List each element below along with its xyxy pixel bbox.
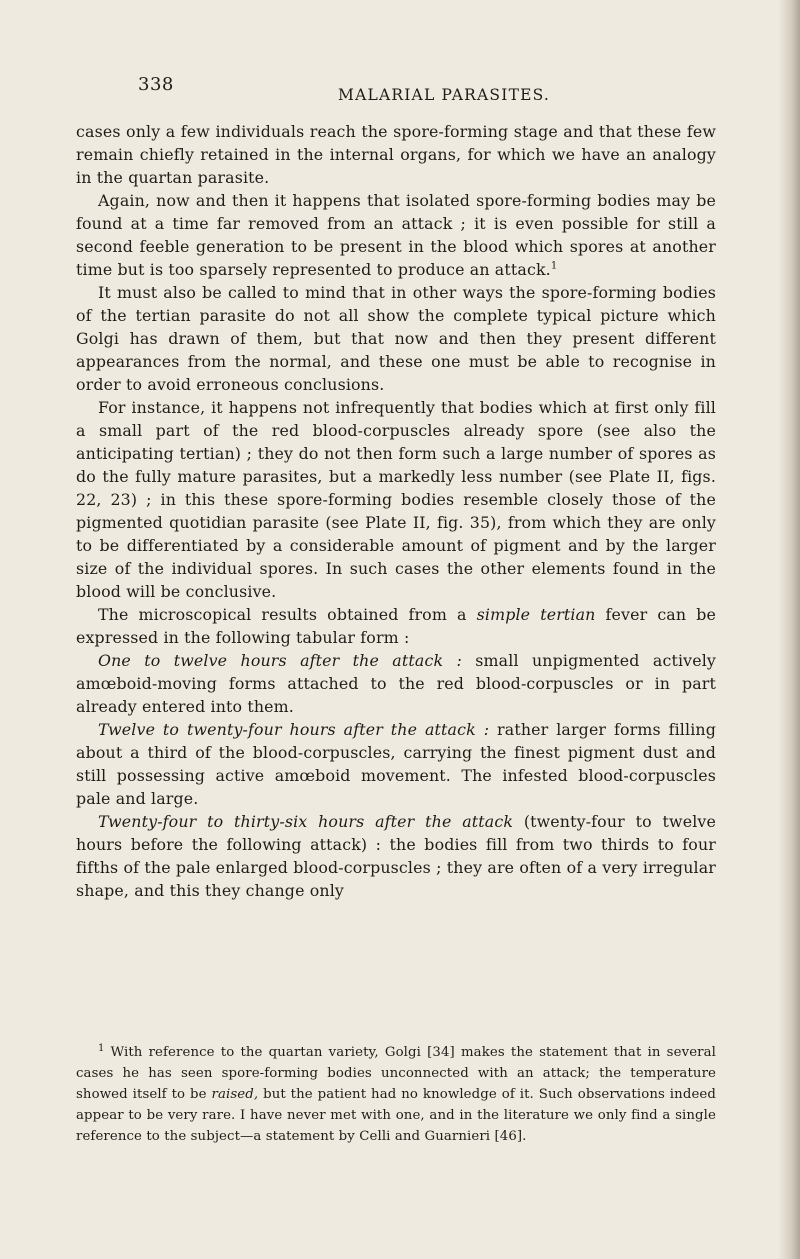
stage-heading: Twenty-four to thirty-six hours after the attack	[98, 812, 514, 831]
paragraph-twenty-four-to-thirty-six-hours	[76, 810, 716, 902]
paragraph-isolated-spore-bodies	[76, 189, 716, 281]
paragraph-for-instance	[76, 396, 716, 603]
paragraph-text: small unpigmented actively amœboid-moving forms attached to the red blood-corpuscles or in part already entered into them.	[76, 651, 716, 716]
footnote-emphasis: raised,	[211, 1087, 259, 1102]
page-number: 338	[138, 74, 174, 95]
paragraph-continuation	[76, 120, 716, 189]
paragraph-microscopical-results	[76, 603, 716, 649]
paragraph-one-to-twelve-hours	[76, 649, 716, 718]
stage-heading: Twelve to twenty-four hours after the attack :	[98, 720, 490, 739]
paragraph-text: (twenty-four to twelve hours before the following attack) : the bodies fill from two thirds to four fifths of the pale enlarged blood-corpuscles ; they are often of a very irregular shape, and this they change only	[76, 812, 716, 900]
footnote	[76, 1042, 716, 1147]
paragraph-text: rather larger forms filling about a third of the blood-corpuscles, carrying the finest pigment dust and still possessing active amœboid movement. The infested blood-corpuscles pale and large.	[76, 720, 717, 808]
paragraph-text: It must also be called to mind that in other ways the spore-forming bodies of the tertian parasite do not all show the complete typical picture which Golgi has drawn of them, but that now and then they present different appearances from the normal, and these one must be able to recognise in order to avoid erroneous conclusions.	[76, 283, 716, 394]
body-text	[76, 120, 716, 902]
page-edge-shadow	[778, 0, 800, 1259]
footnote-text: With reference to the quartan variety, Golgi [34] makes the statement that in several cases he has seen spore-forming bodies unconnected with an attack; the temperature showed itself to be	[76, 1045, 716, 1102]
footnote-text: but the patient had no knowledge of it. Such observations indeed appear to be very rare. I have never met with one, and in the literature we only find a single reference to the subject—a statement by Celli and Guarnieri [46].	[76, 1087, 716, 1144]
running-title: MALARIAL PARASITES.	[338, 86, 551, 104]
paragraph-text: fever can be expressed in the following tabular form :	[76, 605, 716, 647]
footnote-marker: 1	[98, 1042, 105, 1054]
footnote-section	[76, 1042, 716, 1147]
paragraph-twelve-to-twenty-four-hours	[76, 718, 716, 810]
emphasis-simple-tertian: simple tertian	[476, 605, 596, 624]
paragraph-golgi-picture	[76, 281, 716, 396]
stage-heading: One to twelve hours after the attack :	[98, 651, 462, 670]
paragraph-text: For instance, it happens not infrequently that bodies which at first only fill a small part of the red blood-corpuscles already spore (see also the anticipating tertian) ; they do not then form such a large number of spores as do the fully mature parasites, but a markedly less number (see Plate II, figs. 22, 23) ; in this these spore-forming bodies resemble closely those of the pigmented quotidian parasite (see Plate II, fig. 35), from which they are only to be differentiated by a considerable amount of pigment and by the larger size of the individual spores. In such cases the other elements found in the blood will be conclusive.	[76, 398, 716, 601]
footnote-reference[interactable]: 1	[550, 260, 558, 272]
paragraph-text: The microscopical results obtained from a	[98, 605, 477, 624]
paragraph-text: cases only a few individuals reach the spore-forming stage and that these few remain chiefly retained in the internal organs, for which we have an analogy in the quartan parasite.	[76, 122, 716, 187]
paragraph-text: Again, now and then it happens that isolated spore-forming bodies may be found at a time far removed from an attack ; it is even possible for still a second feeble generation to be present in the blood which spores at another time but is too sparsely represented to produce an attack.	[76, 191, 716, 279]
